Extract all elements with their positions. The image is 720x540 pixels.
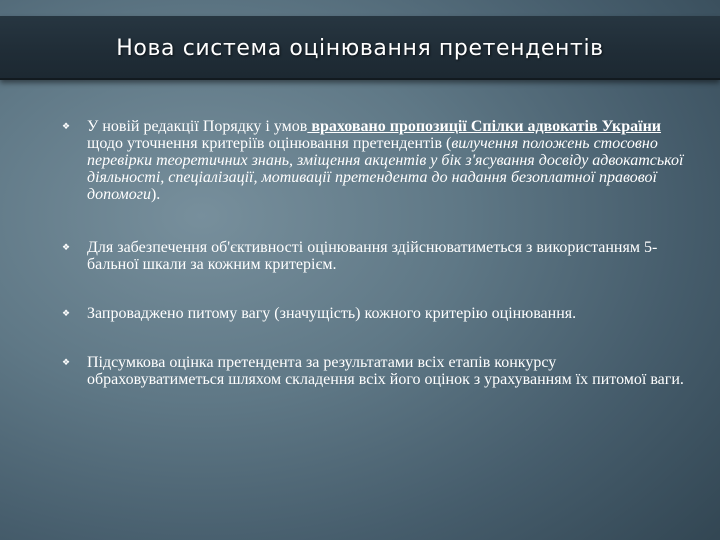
- bullet-3-text: Запроваджено питому вагу (значущість) кожного критерію оцінювання.: [87, 305, 577, 322]
- slide-title: Нова система оцінювання претендентів: [116, 36, 604, 61]
- bullet-2-text: Для забезпечення об'єктивності оцінювання здійснюватиметься з використанням 5-бальної шкали за кожним критерієм.: [87, 239, 658, 273]
- title-bar: [0, 16, 720, 80]
- diamond-bullet-icon: ❖: [62, 357, 71, 367]
- diamond-bullet-icon: ❖: [62, 308, 71, 318]
- bullet-1-text-start: У новій редакції Порядку і умов: [87, 118, 308, 135]
- bullet-list: [60, 118, 690, 388]
- bullet-1-text-middle: щодо уточнення критеріїв оцінювання претендентів (: [87, 135, 452, 152]
- bullet-item-3: [60, 305, 690, 322]
- diamond-bullet-icon: ❖: [62, 121, 71, 131]
- bullet-item-2: [60, 239, 690, 273]
- bullet-item-4: [60, 354, 690, 388]
- bullet-1-text-end: ).: [150, 186, 161, 203]
- bullet-1-link[interactable]: враховано пропозиції Спілки адвокатів України: [307, 118, 662, 135]
- bullet-item-1: [60, 118, 690, 203]
- bullet-1-italic-text: вилучення положень стосовно перевірки теоретичних знань, зміщення акцентів у бік з'ясування досвіду адвокатської діяльності, спеціалізації, мотивації претендента до надання безоплатної правової допомоги: [87, 135, 684, 203]
- bullet-4-text: Підсумкова оцінка претендента за результатами всіх етапів конкурсу обраховуватиметься шляхом складення всіх його оцінок з урахуванням їх питомої ваги.: [87, 354, 684, 388]
- diamond-bullet-icon: ❖: [62, 242, 71, 252]
